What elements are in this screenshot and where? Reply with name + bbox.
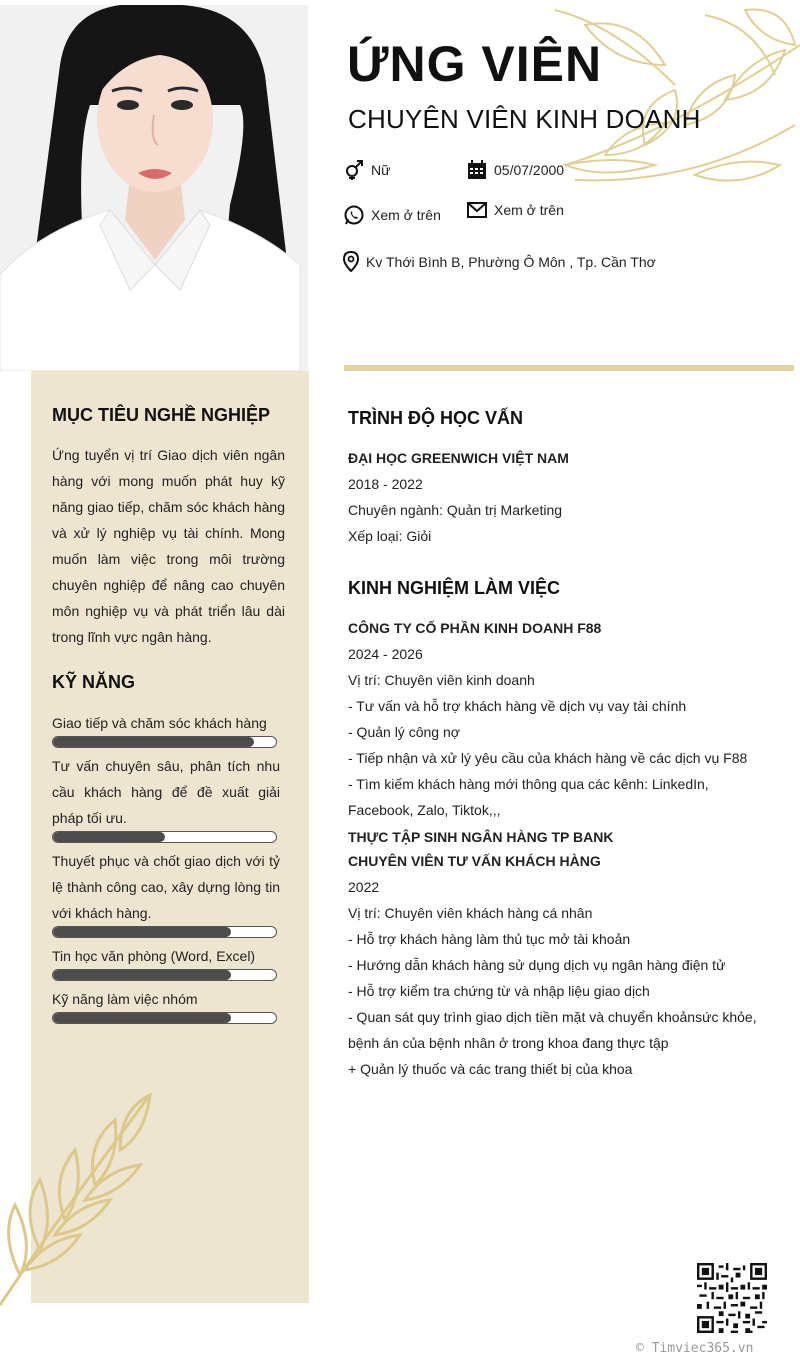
objective-heading: MỤC TIÊU NGHỀ NGHIỆP [52,405,271,425]
gender-value: Nữ [371,162,391,178]
skill-bar-fill [53,927,231,937]
location-pin-icon [343,251,359,272]
gender-icon [344,160,364,180]
mail-icon [467,202,487,218]
education-heading: TRÌNH ĐỘ HỌC VẤN [348,408,523,428]
phone-info [344,205,441,225]
job-line: - Quan sát quy trình giao dịch tiền mặt và chuyển khoảnsức khỏe, bệnh án của bệnh nhân ở trong khoa đang thực tập [348,1009,757,1051]
education-years: 2018 - 2022 [348,476,423,492]
job-line: - Hỗ trợ kiểm tra chứng từ và nhập liệu giao dịch [348,983,650,999]
job-role: Vị trí: Chuyên viên khách hàng cá nhân [348,905,593,921]
skill-label: Giao tiếp và chăm sóc khách hàng [52,715,267,731]
education-block [348,445,768,549]
skill-label: Tư vấn chuyên sâu, phân tích nhu cầu khách hàng để đề xuất giải pháp tối ưu. [52,758,280,826]
skill-label: Kỹ năng làm việc nhóm [52,991,198,1007]
candidate-photo [0,5,308,371]
job-line: - Tư vấn và hỗ trợ khách hàng về dịch vụ vay tài chính [348,698,687,714]
skill-bar-fill [53,1013,231,1023]
school-name: ĐẠI HỌC GREENWICH VIỆT NAM [348,450,569,466]
skill-bar-fill [53,737,254,747]
address-value: Kv Thới Bình B, Phường Ô Môn , Tp. Cần Thơ [366,253,656,270]
calendar-icon [467,160,487,180]
job-line: + Quản lý thuốc và các trang thiết bị của khoa [348,1061,633,1077]
whatsapp-icon [344,205,364,225]
job-block [348,824,768,1082]
experience-heading: KINH NGHIỆM LÀM VIỆC [348,578,561,598]
qr-code [697,1263,767,1333]
birthday-value: 05/07/2000 [494,162,565,178]
birthday-info [467,160,564,180]
gender-info [344,160,390,180]
skill-bar-fill [53,970,231,980]
phone-value: Xem ở trên [371,207,441,223]
skill-label: Thuyết phục và chốt giao dịch với tỷ lệ thành công cao, xây dựng lòng tin với khách hàng. [52,853,280,921]
job-line: - Tiếp nhận và xử lý yêu cầu của khách hàng về các dịch vụ F88 [348,750,748,766]
skill-bar [52,926,277,938]
job-line: - Quản lý công nợ [348,724,460,740]
address-info [343,251,656,272]
candidate-name: ỨNG VIÊN [347,36,603,92]
header-divider [344,365,794,371]
education-rank: Xếp loại: Giỏi [348,528,432,544]
job-company: THỰC TẬP SINH NGÂN HÀNG TP BANK [348,829,614,845]
job-block [348,615,768,823]
leaf-decoration [0,1085,170,1310]
skill-bar [52,1012,277,1024]
watermark: © Timviec365.vn [636,1341,754,1356]
job-years: 2024 - 2026 [348,646,423,662]
job-line: - Tìm kiếm khách hàng mới thông qua các kênh: LinkedIn, Facebook, Zalo, Tiktok,,, [348,776,709,818]
skill-bar [52,831,277,843]
email-value: Xem ở trên [494,202,564,218]
job-line: - Hướng dẫn khách hàng sử dụng dịch vụ ngân hàng điện tử [348,957,726,973]
skill-bar [52,736,277,748]
job-role: Vị trí: Chuyên viên kinh doanh [348,672,535,688]
skill-bar [52,969,277,981]
job-company: CÔNG TY CỔ PHẦN KINH DOANH F88 [348,620,602,636]
job-years: 2022 [348,879,380,895]
skill-bar-fill [53,832,165,842]
job-line: - Hỗ trợ khách hàng làm thủ tục mở tài khoản [348,931,631,947]
email-info [467,202,564,218]
skills-heading: KỸ NĂNG [52,672,136,692]
skill-label: Tin học văn phòng (Word, Excel) [52,948,256,964]
candidate-position: CHUYÊN VIÊN KINH DOANH [348,104,701,134]
objective-text: Ứng tuyển vị trí Giao dịch viên ngân hàng với mong muốn phát huy kỹ năng giao tiếp, chăm sóc khách hàng và xử lý nghiệp vụ tài chính. Mong muốn làm việc trong môi trường chuyên nghiệp để nâng cao chuyên môn nghiệp vụ và phát triển lâu dài trong lĩnh vực ngân hàng. [52,447,285,645]
education-major: Chuyên ngành: Quản trị Marketing [348,502,563,518]
job-title: CHUYÊN VIÊN TƯ VẤN KHÁCH HÀNG [348,853,601,869]
